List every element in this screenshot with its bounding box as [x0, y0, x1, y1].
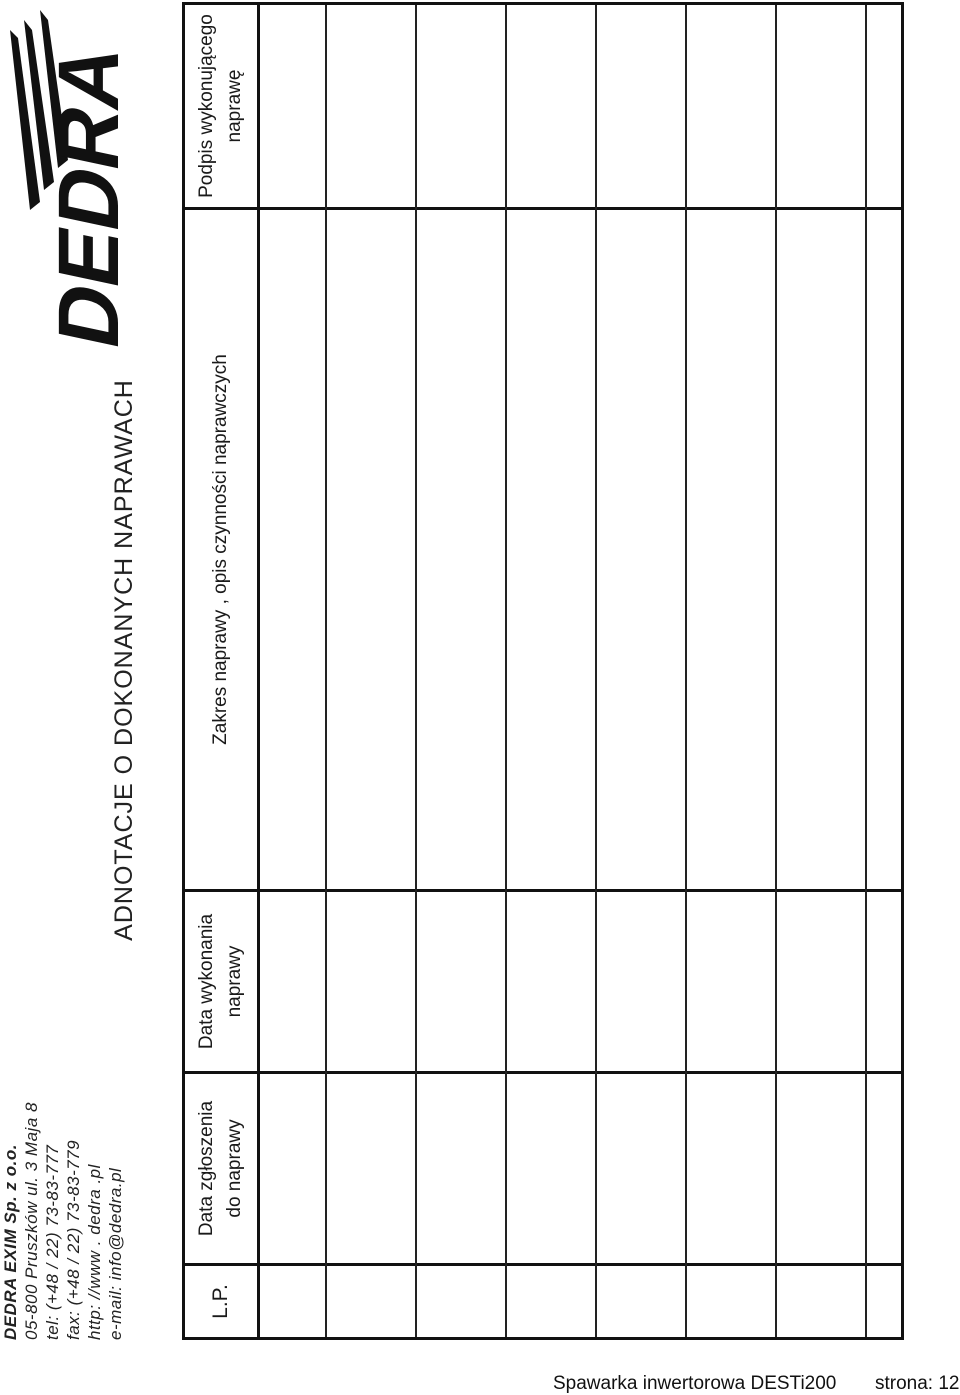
header-report-date-line2: do naprawy: [224, 1119, 245, 1218]
table-row-line: [775, 5, 777, 1337]
repairs-table: [182, 2, 904, 1340]
header-report-date: [185, 1074, 257, 1263]
header-report-date-line1: Data zgłoszenia: [196, 1100, 217, 1237]
column-divider: [185, 207, 901, 210]
dedra-logo: [10, 0, 137, 360]
company-name: DEDRA EXIM Sp. z o.o.: [1, 1144, 20, 1340]
table-row-line: [325, 5, 327, 1337]
header-lp-label: L.P.: [209, 1284, 232, 1319]
table-row-line: [685, 5, 687, 1337]
company-email: e-mail: info@dedra.pl: [106, 1167, 125, 1340]
table-row-line: [505, 5, 507, 1337]
page-title: ADNOTACJE O DOKONANYCH NAPRAWACH: [110, 379, 138, 941]
column-divider: [185, 1263, 901, 1266]
company-address: [0, 940, 126, 1340]
header-repair-scope: [185, 210, 257, 889]
company-address-line: 05-800 Pruszków ul. 3 Maja 8: [22, 1102, 41, 1340]
header-signature: [185, 5, 257, 207]
header-signature-line1: Podpis wykonującego: [196, 14, 217, 198]
company-phone: tel: (+48 / 22) 73-83-777: [43, 1144, 62, 1340]
column-divider: [185, 889, 901, 892]
table-row-line: [595, 5, 597, 1337]
logo-wordmark: DEDRA: [40, 29, 137, 356]
header-completion-date-line1: Data wykonania: [196, 913, 217, 1050]
table-row-line: [865, 5, 867, 1337]
table-row-line: [415, 5, 417, 1337]
column-divider: [185, 1071, 901, 1074]
header-completion-date-line2: naprawy: [224, 945, 245, 1018]
header-divider: [257, 5, 260, 1337]
footer-product-name: Spawarka inwertorowa DESTi200: [553, 1373, 837, 1394]
page-footer: [0, 1370, 960, 1395]
footer-page-number: strona: 12: [875, 1373, 960, 1394]
header-signature-line2: naprawę: [224, 69, 245, 143]
company-fax: fax: (+48 / 22) 73-83-779: [64, 1139, 83, 1340]
header-repair-scope-label: Zakres naprawy , opis czynności naprawczych: [210, 354, 231, 745]
header-completion-date: [185, 892, 257, 1071]
company-website: http: //www . dedra .pl: [85, 1164, 104, 1340]
header-lp: [185, 1266, 257, 1337]
